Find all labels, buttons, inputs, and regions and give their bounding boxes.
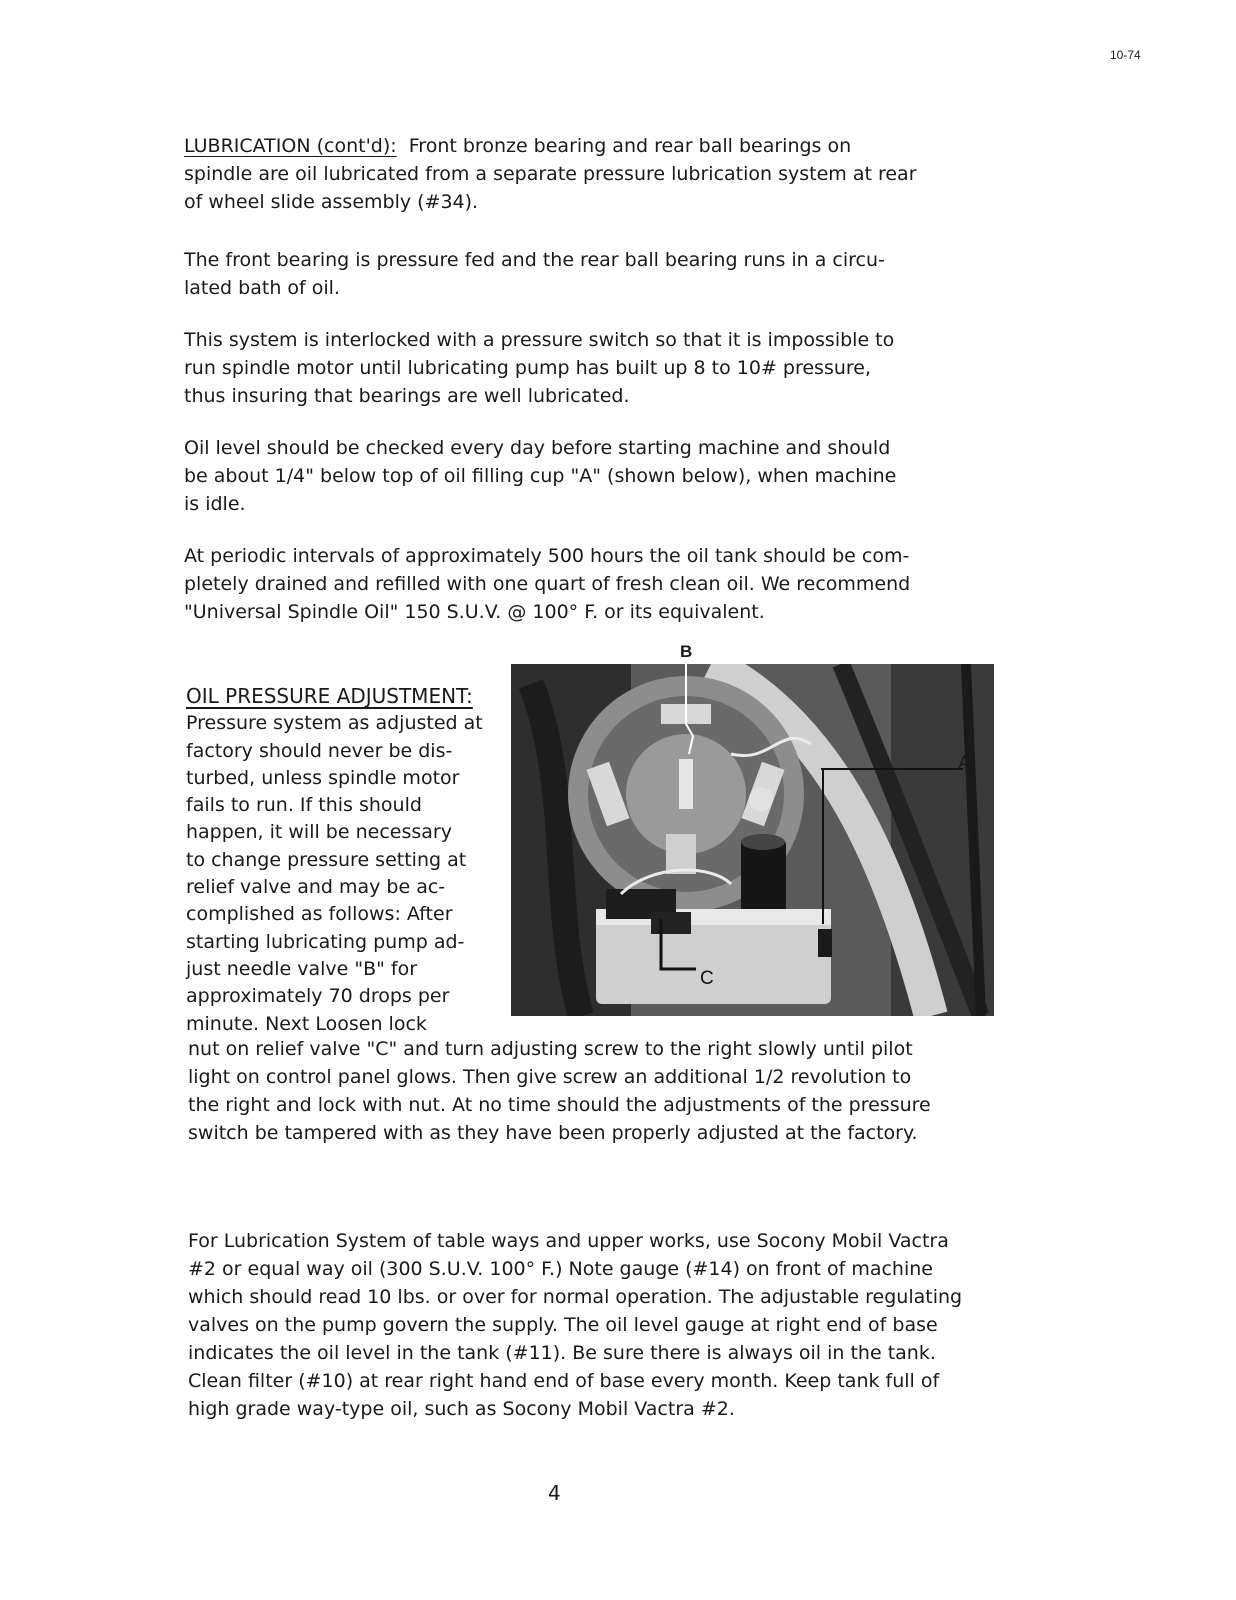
callout-c-label: C xyxy=(700,968,714,989)
text-line: turbed, unless spindle motor xyxy=(186,766,460,789)
callout-b-label: B xyxy=(680,642,693,661)
text-line: fails to run. If this should xyxy=(186,794,422,817)
ways-lubrication-paragraph xyxy=(188,1227,1028,1423)
text-line: spindle are oil lubricated from a separate pressure lubrication system at rear xyxy=(184,163,917,185)
text-line: At periodic intervals of approximately 500 hours the oil tank should be com- xyxy=(184,545,910,567)
text-line: be about 1/4" below top of oil filling cup "A" (shown below), when machine xyxy=(184,465,897,487)
text-line: "Universal Spindle Oil" 150 S.U.V. @ 100° F. or its equivalent. xyxy=(184,601,765,623)
text-line: starting lubricating pump ad- xyxy=(186,930,465,953)
text-line: light on control panel glows. Then give screw an additional 1/2 revolution to xyxy=(188,1066,912,1088)
text-line: just needle valve "B" for xyxy=(186,957,418,980)
text-line: thus insuring that bearings are well lubricated. xyxy=(184,385,630,407)
text-line: relief valve and may be ac- xyxy=(186,876,446,899)
text-line: complished as follows: After xyxy=(186,903,453,926)
text-line: which should read 10 lbs. or over for normal operation. The adjustable regulating xyxy=(188,1286,963,1308)
text-line: #2 or equal way oil (300 S.U.V. 100° F.) Note gauge (#14) on front of machine xyxy=(188,1258,933,1280)
lubrication-paragraph xyxy=(184,132,1004,216)
text-line: to change pressure setting at xyxy=(186,848,467,871)
page-number: 4 xyxy=(548,1481,561,1505)
text-line: This system is interlocked with a pressure switch so that it is impossible to xyxy=(184,329,895,351)
text-line: For Lubrication System of table ways and upper works, use Socony Mobil Vactra xyxy=(188,1230,949,1252)
text-line: switch be tampered with as they have been properly adjusted at the factory. xyxy=(188,1122,918,1144)
text-line: approximately 70 drops per xyxy=(186,985,450,1008)
text-line: run spindle motor until lubricating pump has built up 8 to 10# pressure, xyxy=(184,357,872,379)
document-code: 10-74 xyxy=(1110,48,1141,62)
text-line: high grade way-type oil, such as Socony Mobil Vactra #2. xyxy=(188,1398,735,1420)
text-line: lated bath of oil. xyxy=(184,277,340,299)
text-line: of wheel slide assembly (#34). xyxy=(184,191,479,213)
text-line: Front bronze bearing and rear ball bearings on xyxy=(408,135,852,157)
text-line: pletely drained and refilled with one quart of fresh clean oil. We recommend xyxy=(184,573,911,595)
text-line: Oil level should be checked every day before starting machine and should xyxy=(184,437,891,459)
text-line: Clean filter (#10) at rear right hand end of base every month. Keep tank full of xyxy=(188,1370,940,1392)
periodic-paragraph xyxy=(184,542,1004,626)
text-line: the right and lock with nut. At no time should the adjustments of the pressure xyxy=(188,1094,931,1116)
text-line: factory should never be dis- xyxy=(186,739,453,762)
text-line: nut on relief valve "C" and turn adjusting screw to the right slowly until pilot xyxy=(188,1038,913,1060)
section-heading-oil-pressure: OIL PRESSURE ADJUSTMENT: xyxy=(186,684,473,708)
text-line: Pressure system as adjusted at xyxy=(186,712,483,735)
text-line: indicates the oil level in the tank (#11). Be sure there is always oil in the tank. xyxy=(188,1342,936,1364)
oil-pressure-continuation xyxy=(188,1035,1008,1147)
callout-a-label: A xyxy=(958,753,971,774)
oil-level-paragraph xyxy=(184,434,1004,518)
text-line: minute. Next Loosen lock xyxy=(186,1012,427,1035)
text-line: is idle. xyxy=(184,493,246,515)
lubrication-unit-photo xyxy=(511,664,994,1016)
bearing-paragraph xyxy=(184,246,1004,302)
text-line: valves on the pump govern the supply. The oil level gauge at right end of base xyxy=(188,1314,938,1336)
oil-pressure-side-column xyxy=(186,683,506,1038)
section-heading-lubrication: LUBRICATION (cont'd): xyxy=(184,135,397,157)
text-line: happen, it will be necessary xyxy=(186,821,452,844)
interlock-paragraph xyxy=(184,326,1004,410)
text-line: The front bearing is pressure fed and the rear ball bearing runs in a circu- xyxy=(184,249,885,271)
